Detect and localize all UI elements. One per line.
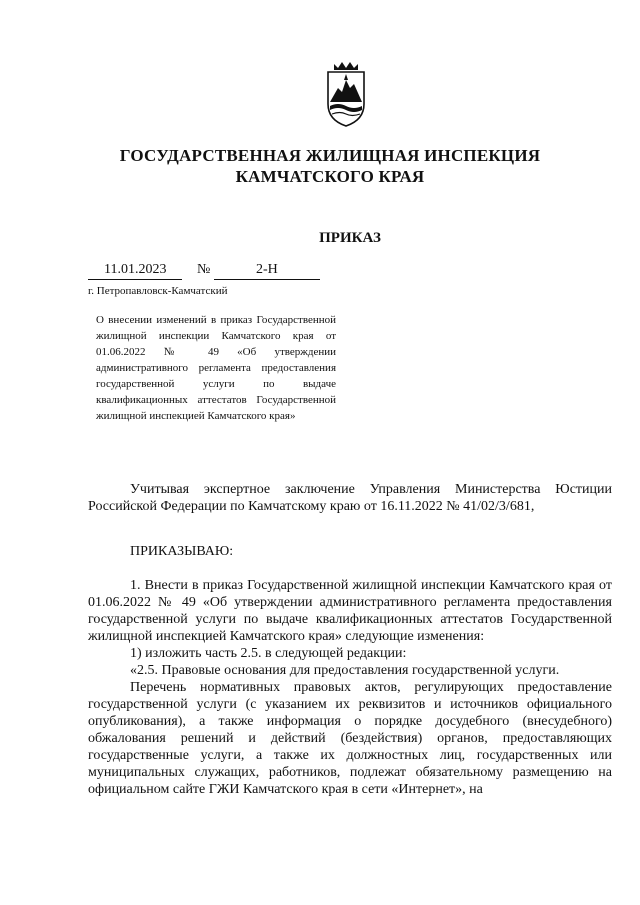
basis-paragraph: Учитывая экспертное заключение Управления Министерства Юстиции Российской Федерации по Камчатскому краю от 16.11.2022 № 41/02/3/681, [88, 482, 612, 514]
organization-title-line-2: КАМЧАТСКОГО КРАЯ [235, 167, 425, 186]
coat-of-arms-icon [320, 58, 372, 128]
organization-title [60, 145, 600, 187]
number-sign: № [197, 262, 211, 277]
order-word: ПРИКАЗЫВАЮ: [130, 544, 234, 559]
organization-title-line-1: ГОСУДАРСТВЕННАЯ ЖИЛИЩНАЯ ИНСПЕКЦИЯ [119, 146, 541, 165]
order-number-underline [214, 279, 320, 280]
order-meta [88, 262, 328, 284]
main-text [88, 577, 612, 798]
order-title: ПРИКАЗ [319, 230, 381, 246]
order-word-block [88, 543, 612, 560]
paragraph-1: 1. Внести в приказ Государственной жилищной инспекции Камчатского края от 01.06.2022 № 49 «Об утверждении административного регламента предоставления государственной услуги по выдаче квалификационных аттестатов Государственной жилищной инспекцией Камчатского края» следующие изменения: [88, 578, 612, 644]
paragraph-3: «2.5. Правовые основания для предоставления государственной услуги. [130, 663, 560, 678]
paragraph-4: Перечень нормативных правовых актов, регулирующих предоставление государственной услуги (с указанием их реквизитов и источников официального опубликования), а также информация о порядке досудебного (внесудебного) обжалования решений и действий (бездействия) органов, предоставляющих государственные услуги, а также их должностных лиц, государственных или муниципальных служащих, работников, подлежат обязательному размещению на официальном сайте ГЖИ Камчатского края в сети «Интернет», на [88, 680, 612, 797]
paragraph-2: 1) изложить часть 2.5. в следующей редакции: [130, 646, 407, 661]
basis-paragraph-block [88, 481, 612, 515]
order-date: 11.01.2023 [104, 262, 167, 277]
order-number: 2-Н [256, 262, 278, 277]
order-date-underline [88, 279, 182, 280]
order-subject: О внесении изменений в приказ Государственной жилищной инспекции Камчатского края от 01.06.2022 № 49 «Об утверждении административного регламента предоставления государственной услуги по выдаче квалификационных аттестатов Государственной жилищной инспекцией Камчатского края» [96, 314, 336, 422]
city-line: г. Петропавловск-Камчатский [88, 285, 228, 297]
